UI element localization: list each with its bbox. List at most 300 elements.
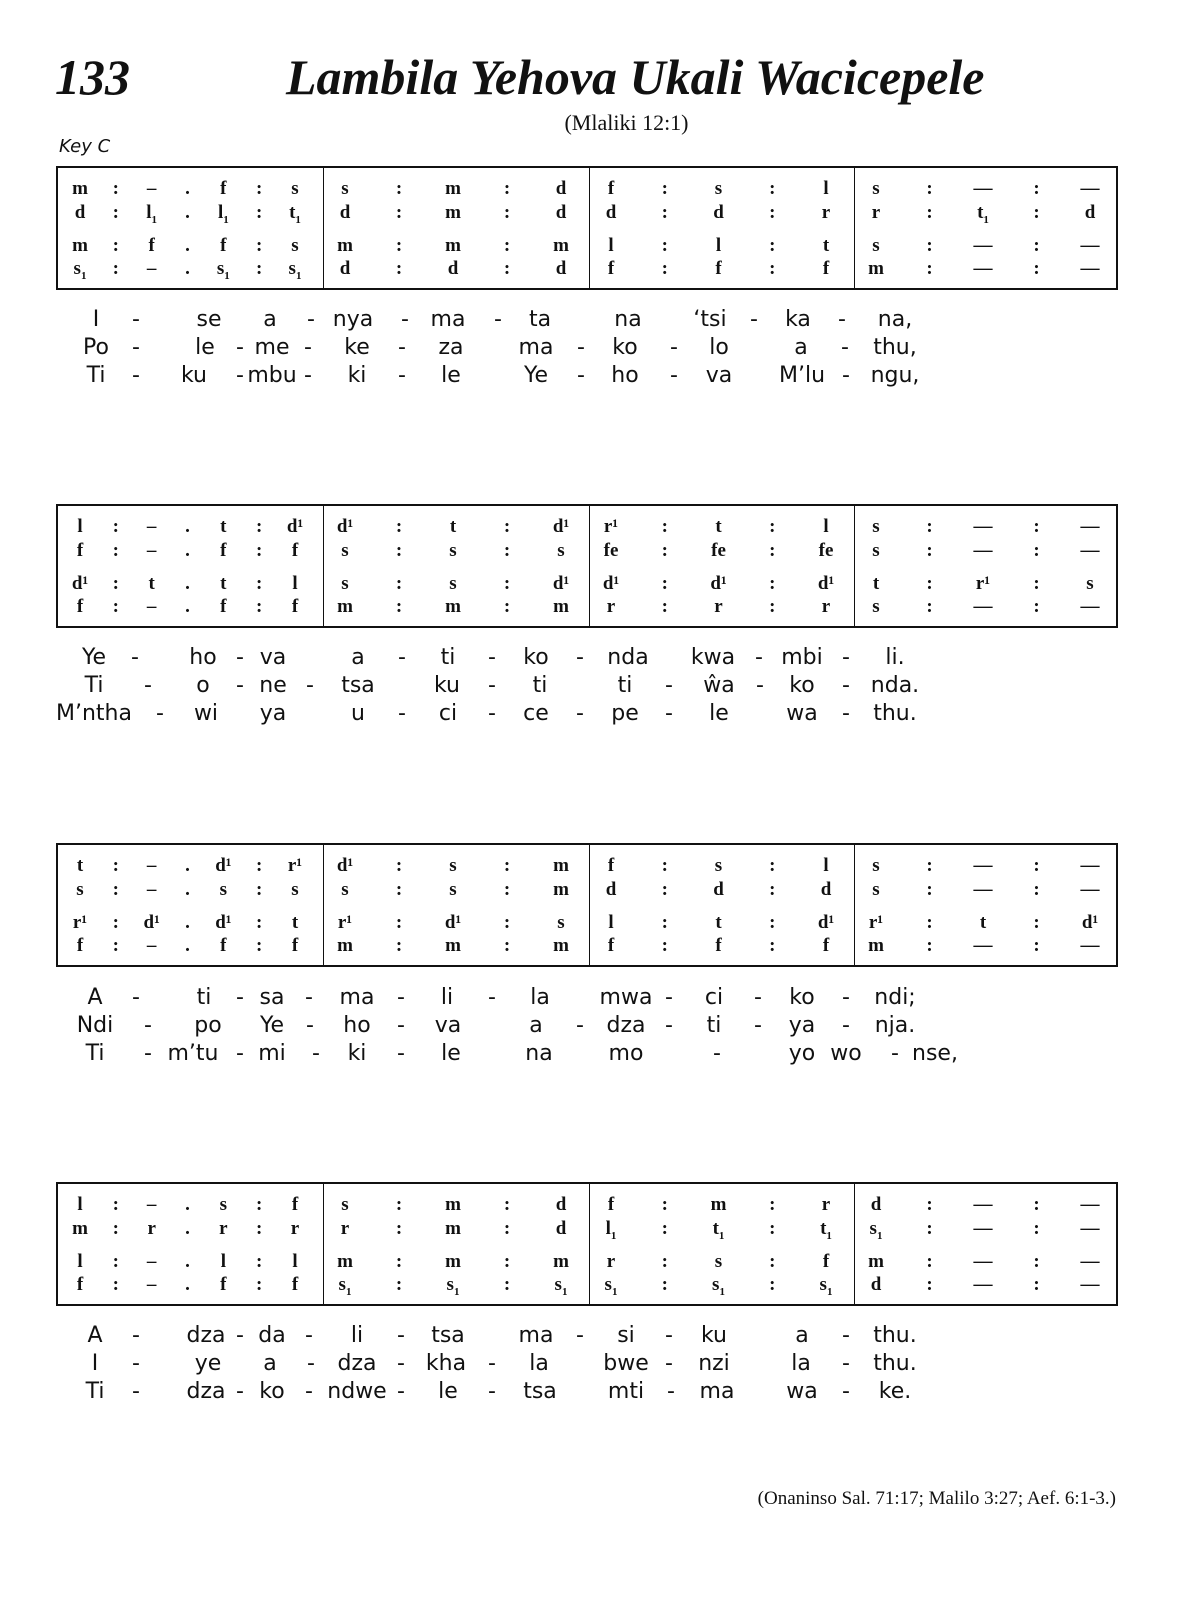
beat-separator: :	[661, 1218, 668, 1239]
lyric-syllable: ‘tsi	[693, 307, 727, 332]
beat-separator: :	[1033, 258, 1040, 279]
beat-separator: :	[926, 202, 933, 223]
solfa-note: —	[973, 258, 993, 279]
solfa-note: m	[868, 258, 884, 279]
beat-separator: :	[395, 1251, 403, 1272]
beat-separator: :	[395, 935, 403, 956]
beat-separator: :	[661, 1274, 668, 1295]
beat-separator: :	[926, 935, 933, 956]
syllable-hyphen: -	[838, 307, 846, 332]
beat-separator: :	[1033, 1274, 1040, 1295]
solfa-note: —	[1080, 1218, 1100, 1239]
beat-separator: :	[769, 258, 776, 279]
lyric-syllable: ti	[440, 645, 456, 670]
solfa-note: fe	[603, 540, 619, 561]
beat-separator: :	[503, 573, 511, 594]
lyric-syllable: ti	[532, 673, 548, 698]
solfa-note: r	[219, 1218, 228, 1239]
beat-separator: :	[112, 516, 119, 537]
solfa-note: l	[77, 516, 83, 537]
beat-separator: :	[112, 178, 119, 199]
beat-separator: :	[395, 202, 403, 223]
solfa-note: fe	[818, 540, 834, 561]
solfa-note: m	[445, 1218, 461, 1239]
solfa-note: d¹	[143, 912, 160, 933]
footer-references: (Onaninso Sal. 71:17; Malilo 3:27; Aef. 6:1-3.)	[757, 1488, 1116, 1509]
solfa-note: f	[715, 935, 722, 956]
syllable-hyphen: -	[576, 1013, 584, 1038]
beat-separator: :	[926, 235, 933, 256]
solfa-note: d	[447, 258, 459, 279]
lyric-line-3	[0, 1040, 1200, 1068]
beat-separator: :	[769, 935, 776, 956]
hymn-title: Lambila Yehova Ukali Wacicepele	[286, 49, 985, 105]
syllable-hyphen: -	[670, 363, 678, 388]
beat-separator: :	[112, 1194, 119, 1215]
solfa-note: fe	[711, 540, 726, 561]
beat-separator: :	[661, 1251, 668, 1272]
syllable-hyphen: -	[144, 1041, 152, 1066]
lyric-syllable: ka	[785, 307, 811, 332]
syllable-hyphen: -	[488, 985, 496, 1010]
solfa-note: –	[146, 596, 157, 617]
solfa-note: l	[77, 1194, 83, 1215]
voice-part-row	[58, 539, 1116, 563]
solfa-note: –	[146, 258, 157, 279]
solfa-note: r	[821, 596, 831, 617]
syllable-hyphen: -	[131, 645, 139, 670]
syllable-hyphen: -	[398, 335, 406, 360]
syllable-hyphen: -	[132, 363, 140, 388]
beat-separator: :	[661, 855, 668, 876]
syllable-hyphen: -	[667, 1379, 675, 1404]
solfa-note: f	[220, 1274, 227, 1295]
solfa-note: d¹	[215, 855, 232, 876]
solfa-note: m	[72, 235, 88, 256]
lyric-syllable: ku	[180, 363, 207, 388]
solfa-note: m	[445, 1251, 461, 1272]
lyric-syllable: ma	[430, 307, 466, 332]
solfa-note: m	[445, 178, 461, 199]
lyric-syllable: sa	[259, 985, 285, 1010]
solfa-note: f	[220, 935, 227, 956]
solfa-note: d¹	[1081, 912, 1099, 933]
syllable-hyphen: -	[132, 985, 140, 1010]
solfa-note: s	[219, 1194, 228, 1215]
solfa-note: l	[608, 235, 614, 256]
beat-separator: :	[661, 596, 668, 617]
solfa-note: r	[290, 1218, 300, 1239]
beat-separator: :	[112, 540, 119, 561]
beat-separator: :	[395, 1274, 403, 1295]
solfa-note: t	[449, 516, 457, 537]
lyric-syllable: va	[434, 1013, 462, 1038]
solfa-note: $t_1$	[289, 202, 301, 226]
beat-separator: :	[503, 235, 511, 256]
solfa-note: —	[1080, 1274, 1100, 1295]
beat-separator: :	[503, 912, 511, 933]
lyric-syllable: wo	[830, 1041, 862, 1066]
lyric-syllable: ma	[699, 1379, 735, 1404]
solfa-note: t	[872, 573, 880, 594]
solfa-note: l	[220, 1251, 226, 1272]
beat-separator: .	[185, 1251, 190, 1272]
lyric-syllable: tsa	[341, 673, 375, 698]
lyric-syllable: ku	[700, 1323, 727, 1348]
solfa-note: m	[710, 1194, 727, 1215]
voice-part-row	[58, 934, 1116, 958]
solfa-note: —	[973, 596, 993, 617]
solfa-note: d¹	[552, 516, 570, 537]
lyric-syllable: bwe	[603, 1351, 649, 1376]
syllable-hyphen: -	[397, 1351, 405, 1376]
solfa-note: s	[76, 879, 84, 900]
syllable-hyphen: -	[842, 701, 850, 726]
lyric-line-1	[0, 984, 1200, 1012]
solfa-note: f	[607, 1194, 615, 1215]
solfa-note: $l_1$	[605, 1218, 617, 1242]
lyric-syllable: va	[259, 645, 287, 670]
solfa-note: d¹	[336, 516, 354, 537]
solfa-note: s	[449, 855, 457, 876]
beat-separator: :	[1033, 516, 1040, 537]
beat-separator: .	[185, 935, 190, 956]
solfa-note: m	[553, 855, 569, 876]
beat-separator: :	[926, 516, 933, 537]
solfa-note: r	[606, 596, 616, 617]
beat-separator: :	[769, 879, 776, 900]
lyric-syllable: nse,	[912, 1041, 958, 1066]
beat-separator: :	[769, 202, 776, 223]
solfa-note: l	[77, 1251, 83, 1272]
lyric-syllable: Ye	[523, 363, 549, 388]
solfa-note: t	[715, 516, 722, 537]
solfa-note: m	[553, 935, 569, 956]
beat-separator: :	[661, 258, 668, 279]
beat-separator: :	[503, 596, 511, 617]
lyric-syllable: li	[440, 985, 454, 1010]
beat-separator: :	[503, 516, 511, 537]
beat-separator: :	[769, 855, 776, 876]
lyric-syllable: a	[263, 307, 277, 332]
beat-separator: :	[769, 596, 776, 617]
solfa-note: s	[341, 573, 349, 594]
solfa-note: –	[146, 1251, 157, 1272]
beat-separator: :	[255, 596, 263, 617]
lyric-syllable: nda.	[870, 673, 920, 698]
solfa-note: r	[714, 596, 723, 617]
beat-separator: :	[926, 596, 933, 617]
lyric-syllable: le	[709, 701, 729, 726]
solfa-note: f	[76, 935, 84, 956]
beat-separator: :	[503, 1251, 511, 1272]
syllable-hyphen: -	[488, 645, 496, 670]
lyric-syllable: m’tu	[167, 1041, 219, 1066]
syllable-hyphen: -	[144, 1013, 152, 1038]
solfa-note: d	[555, 1194, 567, 1215]
solfa-note: s	[449, 573, 457, 594]
lyric-syllable: A	[87, 985, 103, 1010]
lyric-syllable: ki	[347, 1041, 367, 1066]
solfa-note: f	[220, 235, 227, 256]
syllable-hyphen: -	[307, 307, 315, 332]
syllable-hyphen: -	[577, 363, 585, 388]
solfa-note: f	[220, 596, 227, 617]
solfa-note: t	[220, 516, 227, 537]
solfa-note: $l_1$	[217, 202, 229, 226]
lyric-syllable: Ndi	[76, 1013, 114, 1038]
beat-separator: :	[926, 178, 933, 199]
syllable-hyphen: -	[670, 335, 678, 360]
solfa-note: l	[823, 855, 829, 876]
lyric-syllable: le	[441, 363, 461, 388]
beat-separator: .	[185, 879, 190, 900]
syllable-hyphen: -	[842, 1379, 850, 1404]
solfa-note: l	[715, 235, 722, 256]
solfa-note: f	[220, 178, 227, 199]
beat-separator: :	[661, 540, 668, 561]
lyric-syllable: ke.	[878, 1379, 912, 1404]
beat-separator: :	[661, 935, 668, 956]
solfa-note: —	[973, 516, 993, 537]
lyric-syllable: ho	[343, 1013, 371, 1038]
solfa-note: s	[341, 540, 349, 561]
lyric-syllable: ho	[189, 645, 217, 670]
syllable-hyphen: -	[842, 1323, 850, 1348]
lyric-syllable: ma	[339, 985, 375, 1010]
music-system-4	[56, 1182, 1118, 1306]
lyric-syllable: u	[351, 701, 365, 726]
beat-separator: :	[661, 516, 668, 537]
solfa-note: f	[822, 258, 830, 279]
solfa-note: f	[715, 258, 722, 279]
solfa-note: d¹	[552, 573, 570, 594]
solfa-note: l	[823, 178, 829, 199]
beat-separator: :	[1033, 540, 1040, 561]
solfa-note: r¹	[72, 912, 88, 933]
solfa-note: d	[555, 258, 567, 279]
solfa-note: s	[714, 1251, 723, 1272]
beat-separator: :	[1033, 855, 1040, 876]
solfa-note: s	[872, 178, 880, 199]
solfa-note: –	[146, 879, 157, 900]
syllable-hyphen: -	[132, 1323, 140, 1348]
lyric-syllable: la	[530, 985, 550, 1010]
syllable-hyphen: -	[488, 701, 496, 726]
solfa-note: s	[341, 1194, 349, 1215]
solfa-note: d	[339, 202, 351, 223]
solfa-note: d	[820, 879, 832, 900]
beat-separator: :	[661, 573, 668, 594]
solfa-note: d¹	[710, 573, 727, 594]
syllable-hyphen: -	[306, 1013, 314, 1038]
lyric-syllable: kha	[425, 1351, 467, 1376]
solfa-note: r	[147, 1218, 156, 1239]
solfa-note: f	[291, 935, 299, 956]
syllable-hyphen: -	[401, 307, 409, 332]
syllable-hyphen: -	[305, 1323, 313, 1348]
solfa-note: f	[291, 540, 299, 561]
beat-separator: :	[661, 879, 668, 900]
beat-separator: .	[185, 258, 190, 279]
voice-part-row	[58, 911, 1116, 935]
solfa-note: d	[605, 879, 617, 900]
music-system-3	[56, 843, 1118, 967]
solfa-note: –	[146, 178, 157, 199]
lyric-syllable: pe	[611, 701, 639, 726]
solfa-note: m	[337, 935, 353, 956]
syllable-hyphen: -	[494, 307, 502, 332]
beat-separator: :	[395, 596, 403, 617]
solfa-note: s	[872, 855, 880, 876]
solfa-note: m	[72, 178, 88, 199]
beat-separator: :	[112, 879, 119, 900]
solfa-note: —	[973, 879, 993, 900]
beat-separator: :	[926, 855, 933, 876]
beat-separator: .	[185, 1274, 190, 1295]
solfa-note: d	[605, 202, 617, 223]
beat-separator: :	[112, 202, 119, 223]
solfa-note: m	[72, 1218, 88, 1239]
solfa-note: —	[1080, 1251, 1100, 1272]
solfa-note: —	[973, 855, 993, 876]
syllable-hyphen: -	[236, 335, 244, 360]
beat-separator: .	[185, 596, 190, 617]
lyric-syllable: thu.	[873, 701, 917, 726]
beat-separator: :	[395, 258, 403, 279]
lyric-syllable: ta	[528, 307, 552, 332]
solfa-note: $s_1$	[338, 1274, 352, 1298]
solfa-note: f	[291, 1274, 299, 1295]
solfa-note: f	[148, 235, 155, 256]
solfa-note: —	[1080, 516, 1100, 537]
lyric-syllable: wa	[786, 1379, 818, 1404]
beat-separator: :	[395, 235, 403, 256]
beat-separator: :	[503, 1194, 511, 1215]
beat-separator: .	[185, 516, 190, 537]
solfa-note: –	[146, 540, 157, 561]
lyric-syllable: se	[196, 307, 222, 332]
lyric-line-1	[0, 1322, 1200, 1350]
beat-separator: :	[769, 540, 776, 561]
lyric-syllable: ci	[438, 701, 458, 726]
syllable-hyphen: -	[713, 1041, 721, 1066]
solfa-note: r¹	[975, 573, 991, 594]
beat-separator: :	[395, 879, 403, 900]
lyric-syllable: Ye	[259, 1013, 285, 1038]
lyric-line-3	[0, 362, 1200, 390]
beat-separator: :	[112, 235, 119, 256]
beat-separator: :	[1033, 596, 1040, 617]
solfa-note: f	[822, 1251, 830, 1272]
beat-separator: :	[769, 516, 776, 537]
lyric-syllable: va	[705, 363, 733, 388]
lyric-syllable: ko	[612, 335, 638, 360]
beat-separator: :	[112, 258, 119, 279]
lyric-syllable: wi	[193, 701, 219, 726]
lyric-syllable: ho	[611, 363, 639, 388]
lyric-line-2	[0, 1012, 1200, 1040]
beat-separator: :	[255, 912, 263, 933]
lyric-syllable: mbi	[781, 645, 823, 670]
solfa-note: –	[146, 855, 157, 876]
lyric-syllable: dza	[337, 1351, 377, 1376]
beat-separator: :	[661, 235, 668, 256]
lyric-syllable: a	[351, 645, 365, 670]
lyric-syllable: wa	[786, 701, 818, 726]
lyric-syllable: I	[91, 1351, 99, 1376]
solfa-note: d¹	[71, 573, 89, 594]
beat-separator: :	[255, 1251, 263, 1272]
beat-separator: :	[503, 935, 511, 956]
syllable-hyphen: -	[665, 1013, 673, 1038]
solfa-note: f	[76, 596, 84, 617]
solfa-note: f	[607, 178, 615, 199]
music-system-1	[56, 166, 1118, 290]
beat-separator: :	[112, 1251, 119, 1272]
lyric-line-1	[0, 306, 1200, 334]
key-signature: Key C	[59, 136, 111, 157]
lyric-syllable: ku	[433, 673, 460, 698]
solfa-note: s	[1086, 573, 1094, 594]
solfa-note: s	[449, 879, 457, 900]
beat-separator: :	[112, 1218, 119, 1239]
syllable-hyphen: -	[304, 363, 312, 388]
solfa-note: s	[714, 178, 723, 199]
beat-separator: :	[661, 1194, 668, 1215]
solfa-note: s	[872, 596, 880, 617]
syllable-hyphen: -	[755, 645, 763, 670]
solfa-note: r	[340, 1218, 350, 1239]
beat-separator: :	[112, 573, 119, 594]
hymn-number: 133	[55, 49, 130, 105]
scripture-reference: (Mlaliki 12:1)	[564, 110, 689, 135]
beat-separator: :	[1033, 1194, 1040, 1215]
solfa-note: d¹	[817, 573, 835, 594]
beat-separator: :	[255, 1274, 263, 1295]
lyric-line-2	[0, 1350, 1200, 1378]
solfa-note: m	[337, 596, 353, 617]
solfa-note: t	[822, 235, 830, 256]
voice-part-row	[58, 1217, 1116, 1241]
lyric-syllable: mi	[258, 1041, 286, 1066]
syllable-hyphen: -	[132, 1379, 140, 1404]
voice-part-row	[58, 854, 1116, 878]
beat-separator: :	[769, 1274, 776, 1295]
lyric-line-2	[0, 334, 1200, 362]
lyric-syllable: ci	[704, 985, 724, 1010]
solfa-note: —	[1080, 855, 1100, 876]
solfa-note: l	[292, 1251, 298, 1272]
solfa-note: f	[220, 540, 227, 561]
syllable-hyphen: -	[488, 1379, 496, 1404]
beat-separator: .	[185, 1218, 190, 1239]
beat-separator: :	[255, 1218, 263, 1239]
solfa-note: –	[146, 935, 157, 956]
solfa-note: l	[292, 573, 298, 594]
solfa-note: $t_1$	[712, 1218, 725, 1242]
beat-separator: :	[503, 855, 511, 876]
solfa-note: d¹	[336, 855, 354, 876]
lyric-syllable: ya	[259, 701, 287, 726]
syllable-hyphen: -	[156, 701, 164, 726]
syllable-hyphen: -	[236, 645, 244, 670]
beat-separator: :	[1033, 178, 1040, 199]
solfa-note: —	[1080, 935, 1100, 956]
syllable-hyphen: -	[665, 673, 673, 698]
solfa-note: d¹	[286, 516, 304, 537]
solfa-note: m	[337, 1251, 353, 1272]
